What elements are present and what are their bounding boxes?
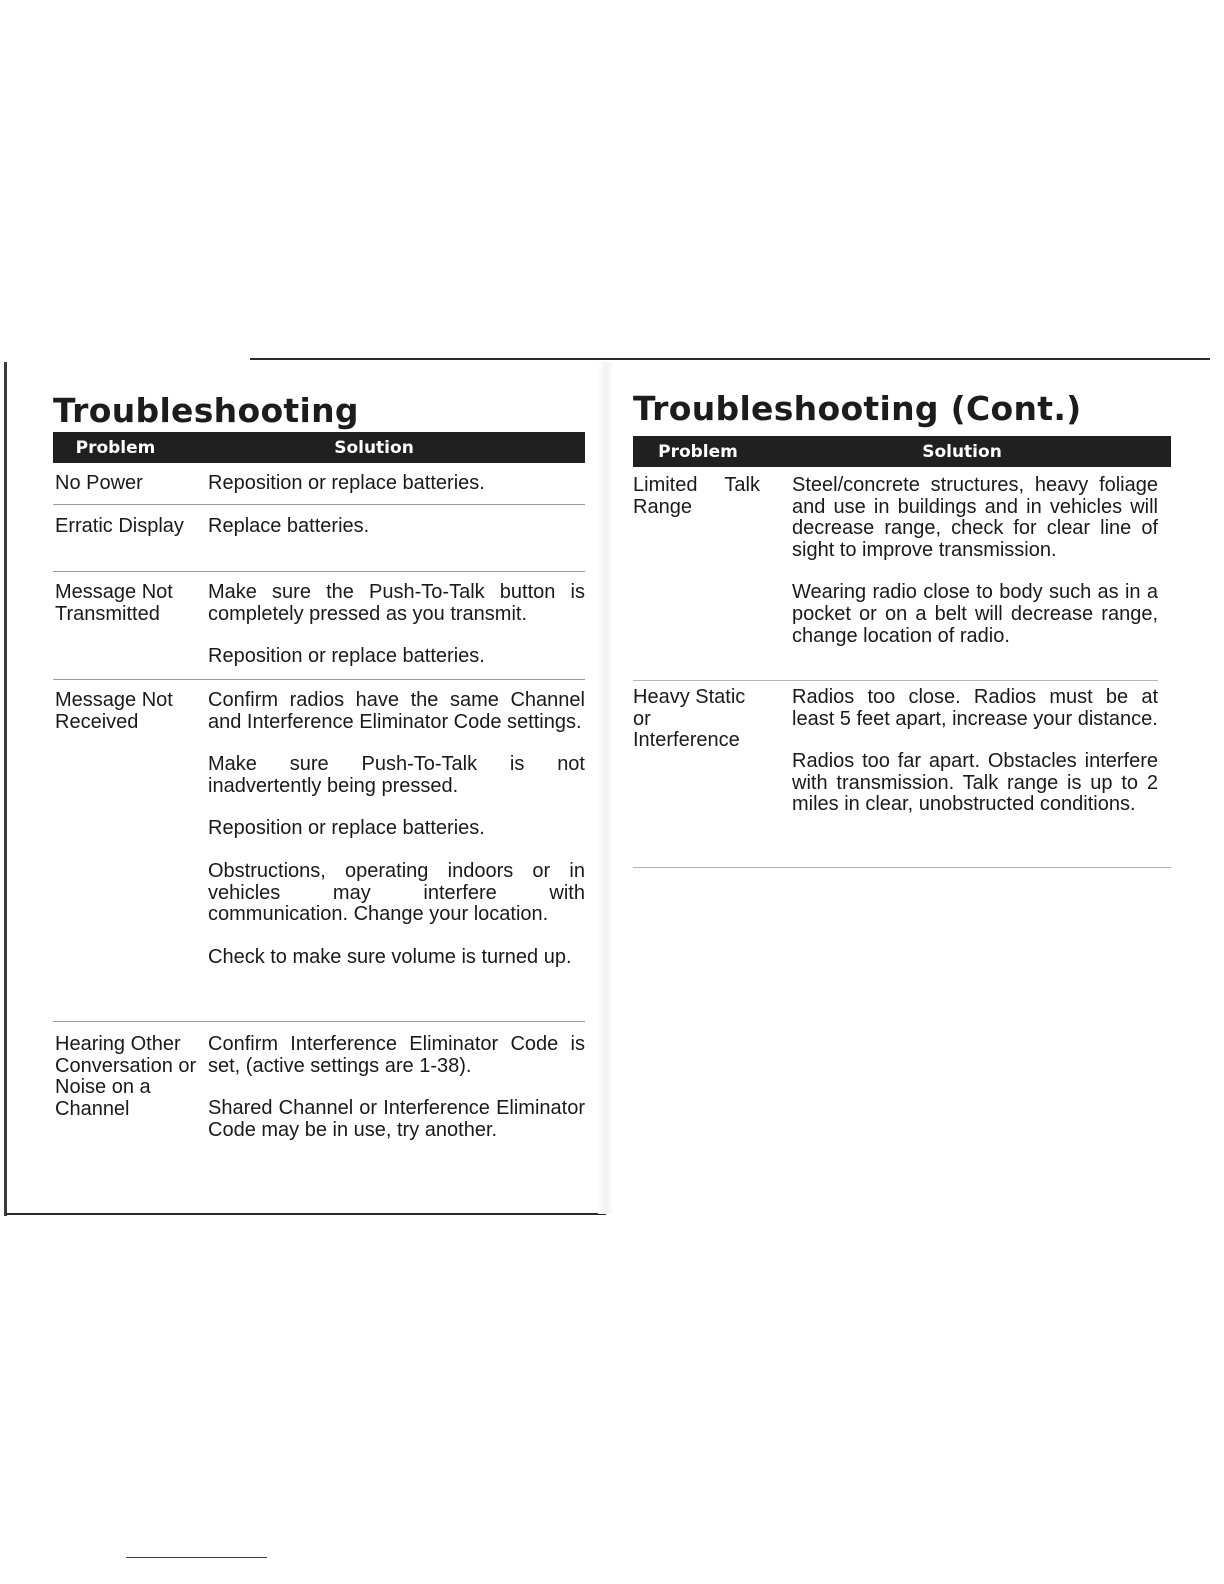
solution-cell — [792, 475, 1158, 680]
solution-text: Reposition or replace batteries. — [208, 645, 485, 668]
solution-text: Obstructions, operating indoors or in vehicles may interfere with communication. Change your location. — [208, 859, 585, 926]
solution-cell — [208, 473, 585, 504]
solution-text: Radios too close. Radios must be at least 5 feet apart, increase your distance. — [792, 686, 1158, 730]
solution-text: Make sure the Push-To-Talk button is completely pressed as you transmit. — [208, 581, 585, 625]
table-row-message-not-received — [53, 680, 585, 1022]
solution-text: Make sure Push-To-Talk is not inadvertently being pressed. — [208, 753, 585, 797]
problem-cell: Hearing Other Conversation or Noise on a Channel — [55, 1033, 197, 1120]
solution-cell — [208, 516, 585, 571]
scan-left-border — [4, 362, 7, 1216]
solution-text: Wearing radio close to body such as in a pocket or on a belt will decrease range, change location of radio. — [792, 581, 1158, 647]
page-title: Troubleshooting (Cont.) — [633, 389, 1082, 428]
header-problem: Problem — [75, 437, 156, 458]
page-title: Troubleshooting — [53, 391, 359, 430]
solution-cell — [208, 690, 585, 1021]
header-solution: Solution — [334, 437, 414, 458]
scan-artifact-line — [126, 1557, 267, 1558]
solution-text: Replace batteries. — [208, 515, 370, 537]
problem-cell: Message Not Transmitted — [55, 581, 173, 625]
right-page — [633, 380, 1171, 868]
solution-text: Confirm Interference Eliminator Code is set, (active settings are 1-38). — [208, 1033, 585, 1077]
problem-cell: No Power — [55, 472, 143, 494]
solution-text: Reposition or replace batteries. — [208, 817, 485, 840]
solution-cell — [208, 582, 585, 679]
table-row-erratic-display — [53, 505, 585, 572]
problem-cell: Heavy Static or Interference — [633, 686, 746, 752]
left-page — [53, 380, 585, 1141]
solution-text: Radios too far apart. Obstacles interfere with transmission. Talk range is up to 2 miles in clear, unobstructed conditions. — [792, 750, 1158, 816]
scan-top-border-gap — [0, 356, 250, 360]
table-row-hearing-other-conversation — [53, 1022, 585, 1141]
table-header — [53, 432, 585, 463]
table-row-limited-talk-range — [633, 467, 1158, 681]
solution-cell — [792, 687, 1171, 867]
scan-bottom-border — [6, 1213, 606, 1215]
problem-cell: Limited Talk Range — [633, 474, 760, 518]
solution-text: Check to make sure volume is turned up. — [208, 945, 572, 968]
solution-text: Reposition or replace batteries. — [208, 472, 485, 494]
book-spine-shadow — [598, 362, 614, 1214]
solution-text: Confirm radios have the same Channel and Interference Eliminator Code settings. — [208, 689, 585, 733]
table-row-no-power — [53, 463, 585, 505]
problem-cell: Erratic Display — [55, 515, 184, 537]
table-row-heavy-static — [633, 681, 1171, 868]
solution-text: Shared Channel or Interference Eliminator Code may be in use, try another. — [208, 1097, 585, 1141]
header-problem: Problem — [658, 441, 738, 462]
problem-cell: Message Not Received — [55, 689, 173, 733]
solution-cell — [208, 1034, 585, 1141]
header-solution: Solution — [922, 441, 1002, 462]
table-row-message-not-transmitted — [53, 572, 585, 680]
solution-text: Steel/concrete structures, heavy foliage and use in buildings and in vehicles will decrease range, check for clear line of sight to improve transmission. — [792, 474, 1158, 561]
table-header — [633, 436, 1171, 467]
